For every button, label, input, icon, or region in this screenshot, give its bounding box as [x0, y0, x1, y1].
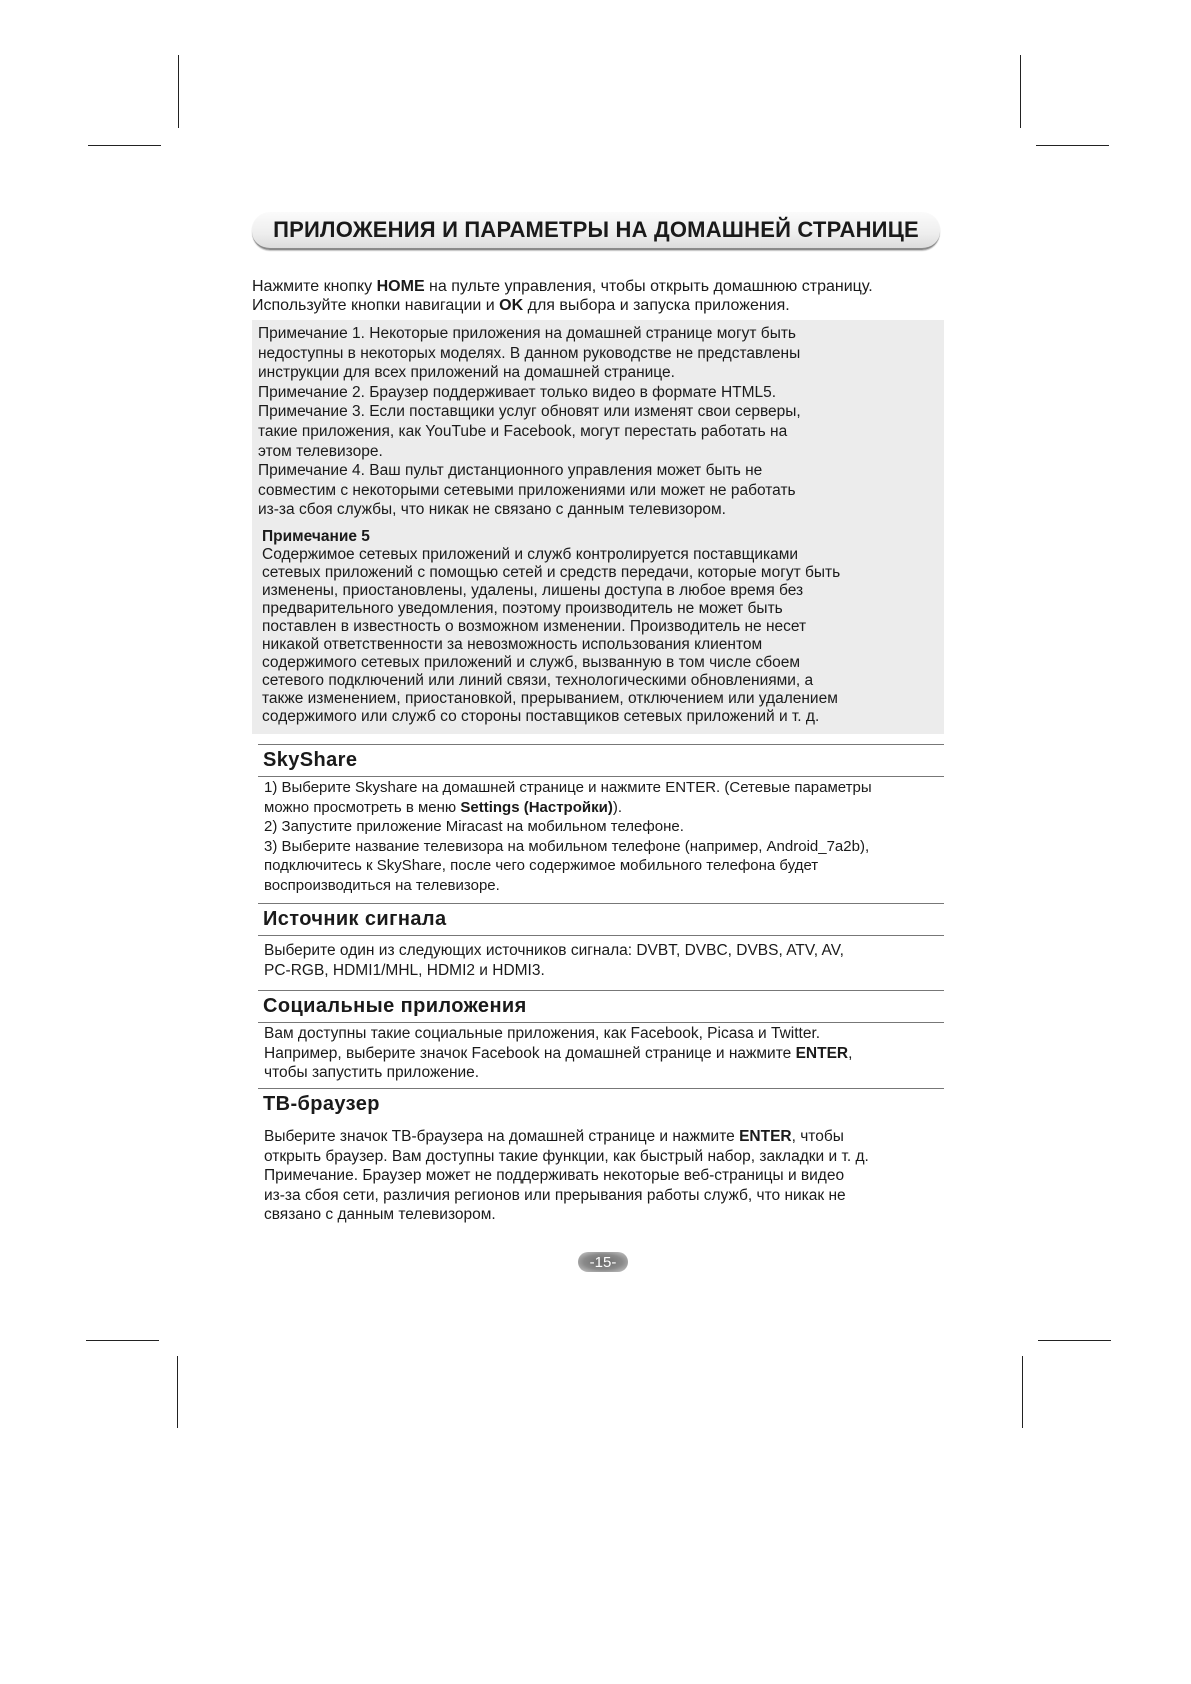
note-5-line: Содержимое сетевых приложений и служб контролируется поставщиками — [262, 546, 799, 563]
intro-line — [252, 296, 952, 315]
source-line: Выберите один из следующих источников сигнала: DVBT, DVBC, DVBS, ATV, AV, — [264, 942, 844, 959]
settings-menu-label: Settings (Настройки) — [460, 798, 613, 816]
browser-line: из-за сбоя сети, различия регионов или прерывания работы служб, что никак не — [264, 1186, 846, 1204]
browser-line — [264, 1127, 944, 1147]
note-5-line: содержимого сетевых приложений и служб, вызванную в том числе сбоем — [262, 654, 801, 671]
note-5-line: содержимого или служб со стороны поставщиков сетевых приложений и т. д. — [262, 708, 820, 725]
browser-line: связано с данным телевизором. — [264, 1206, 496, 1224]
note-5-line: сетевых приложений с помощью сетей и средств передачи, которые могут быть — [262, 564, 841, 581]
section-divider — [258, 1022, 944, 1023]
social-line — [264, 1044, 944, 1064]
skyshare-line: 1) Выберите Skyshare на домашней странице и нажмите ENTER. (Сетевые параметры — [264, 779, 872, 796]
note-line: Примечание 3. Если поставщики услуг обновят или изменят свои серверы, — [258, 403, 801, 421]
section-divider — [258, 776, 944, 777]
text-run: ). — [612, 798, 622, 816]
notes-list — [258, 324, 938, 520]
note-5-line: также изменением, приостановкой, прерыванием, отключением или удалением — [262, 690, 838, 707]
browser-line: Примечание. Браузер может не поддерживать некоторые веб-страницы и видео — [264, 1167, 845, 1185]
note-line: Примечание 2. Браузер поддерживает только видео в формате HTML5. — [258, 383, 777, 401]
note-5-line: поставлен в известность о возможном изменении. Производитель не несет — [262, 618, 807, 635]
social-line: чтобы запустить приложение. — [264, 1064, 480, 1082]
page-title: ПРИЛОЖЕНИЯ И ПАРАМЕТРЫ НА ДОМАШНЕЙ СТРАНИЦЕ — [273, 217, 919, 242]
social-line: Вам доступны такие социальные приложения, как Facebook, Picasa и Twitter. — [264, 1025, 821, 1042]
crop-mark — [177, 1356, 178, 1428]
crop-mark — [1022, 1356, 1023, 1428]
skyshare-body — [264, 778, 944, 896]
text-run: Используйте кнопки навигации и — [252, 297, 500, 314]
note-5-title: Примечание 5 — [262, 528, 370, 545]
intro-line — [252, 277, 952, 296]
text-run: для выбора и запуска приложения. — [523, 297, 790, 314]
page-title-banner — [252, 212, 940, 250]
note-line: Примечание 4. Ваш пульт дистанционного управления может быть не — [258, 462, 763, 480]
note-5-line: сетевого подключений или линий связи, технологическими обновлениями, а — [262, 672, 814, 689]
note-line: совместим с некоторыми сетевыми приложениями или может не работать — [258, 481, 796, 499]
note-line: из-за сбоя службы, что никак не связано с данным телевизором. — [258, 501, 726, 519]
home-key-label: HOME — [376, 278, 425, 295]
crop-mark — [86, 1340, 159, 1341]
enter-key-label: ENTER — [739, 1128, 792, 1145]
note-line: инструкции для всех приложений на домашней странице. — [258, 364, 675, 382]
note-5-line: никакой ответственности за невозможность использования клиентом — [262, 636, 763, 653]
crop-mark — [1036, 145, 1109, 146]
enter-key-label: ENTER — [795, 1044, 849, 1062]
section-title-source: Источник сигнала — [263, 908, 447, 930]
intro-text — [252, 277, 952, 315]
skyshare-line: 2) Запустите приложение Miracast на мобильном телефоне. — [264, 818, 684, 836]
browser-line: открыть браузер. Вам доступны такие функции, как быстрый набор, закладки и т. д. — [264, 1147, 869, 1165]
source-body — [264, 941, 944, 980]
text-run: Выберите значок ТВ-браузера на домашней странице и нажмите — [264, 1128, 740, 1145]
section-divider — [258, 744, 944, 745]
ok-key-label: OK — [499, 297, 524, 314]
section-divider — [258, 990, 944, 991]
skyshare-line: воспроизводиться на телевизоре. — [264, 876, 500, 894]
skyshare-line: подключитесь к SkyShare, после чего содержимое мобильного телефона будет — [264, 857, 819, 875]
text-run: Например, выберите значок Facebook на домашней странице и нажмите — [264, 1044, 796, 1062]
note-5-line: предварительного уведомления, поэтому производитель не может быть — [262, 600, 783, 617]
page-number: -15- — [578, 1252, 628, 1272]
note-line: этом телевизоре. — [258, 442, 383, 460]
skyshare-line: 3) Выберите название телевизора на мобильном телефоне (например, Android_7a2b), — [264, 837, 870, 855]
note-line: недоступны в некоторых моделях. В данном руководстве не представлены — [258, 344, 801, 362]
text-run: , чтобы — [791, 1128, 844, 1145]
section-divider — [258, 1088, 944, 1089]
note-5 — [262, 528, 942, 726]
text-run: , — [848, 1044, 853, 1062]
note-line: такие приложения, как YouTube и Facebook, могут перестать работать на — [258, 422, 788, 440]
note-line: Примечание 1. Некоторые приложения на домашней странице могут быть — [258, 325, 797, 342]
text-run: Нажмите кнопку — [252, 278, 377, 295]
note-5-line: изменены, приостановлены, удалены, лишены доступа в любое время без — [262, 582, 804, 599]
social-body — [264, 1024, 944, 1083]
crop-mark — [1020, 55, 1021, 128]
section-title-social: Социальные приложения — [263, 995, 527, 1017]
section-title-skyshare: SkyShare — [263, 749, 358, 771]
source-line: PC-RGB, HDMI1/MHL, HDMI2 и HDMI3. — [264, 961, 545, 979]
section-divider — [258, 903, 944, 904]
skyshare-line — [264, 798, 944, 818]
browser-body — [264, 1127, 944, 1225]
crop-mark — [88, 145, 161, 146]
section-title-browser: ТВ-браузер — [263, 1093, 380, 1115]
text-run: можно просмотреть в меню — [264, 798, 461, 816]
crop-mark — [1038, 1340, 1111, 1341]
crop-mark — [178, 55, 179, 128]
text-run: на пульте управления, чтобы открыть домашнюю страницу. — [424, 278, 873, 295]
section-divider — [258, 935, 944, 936]
